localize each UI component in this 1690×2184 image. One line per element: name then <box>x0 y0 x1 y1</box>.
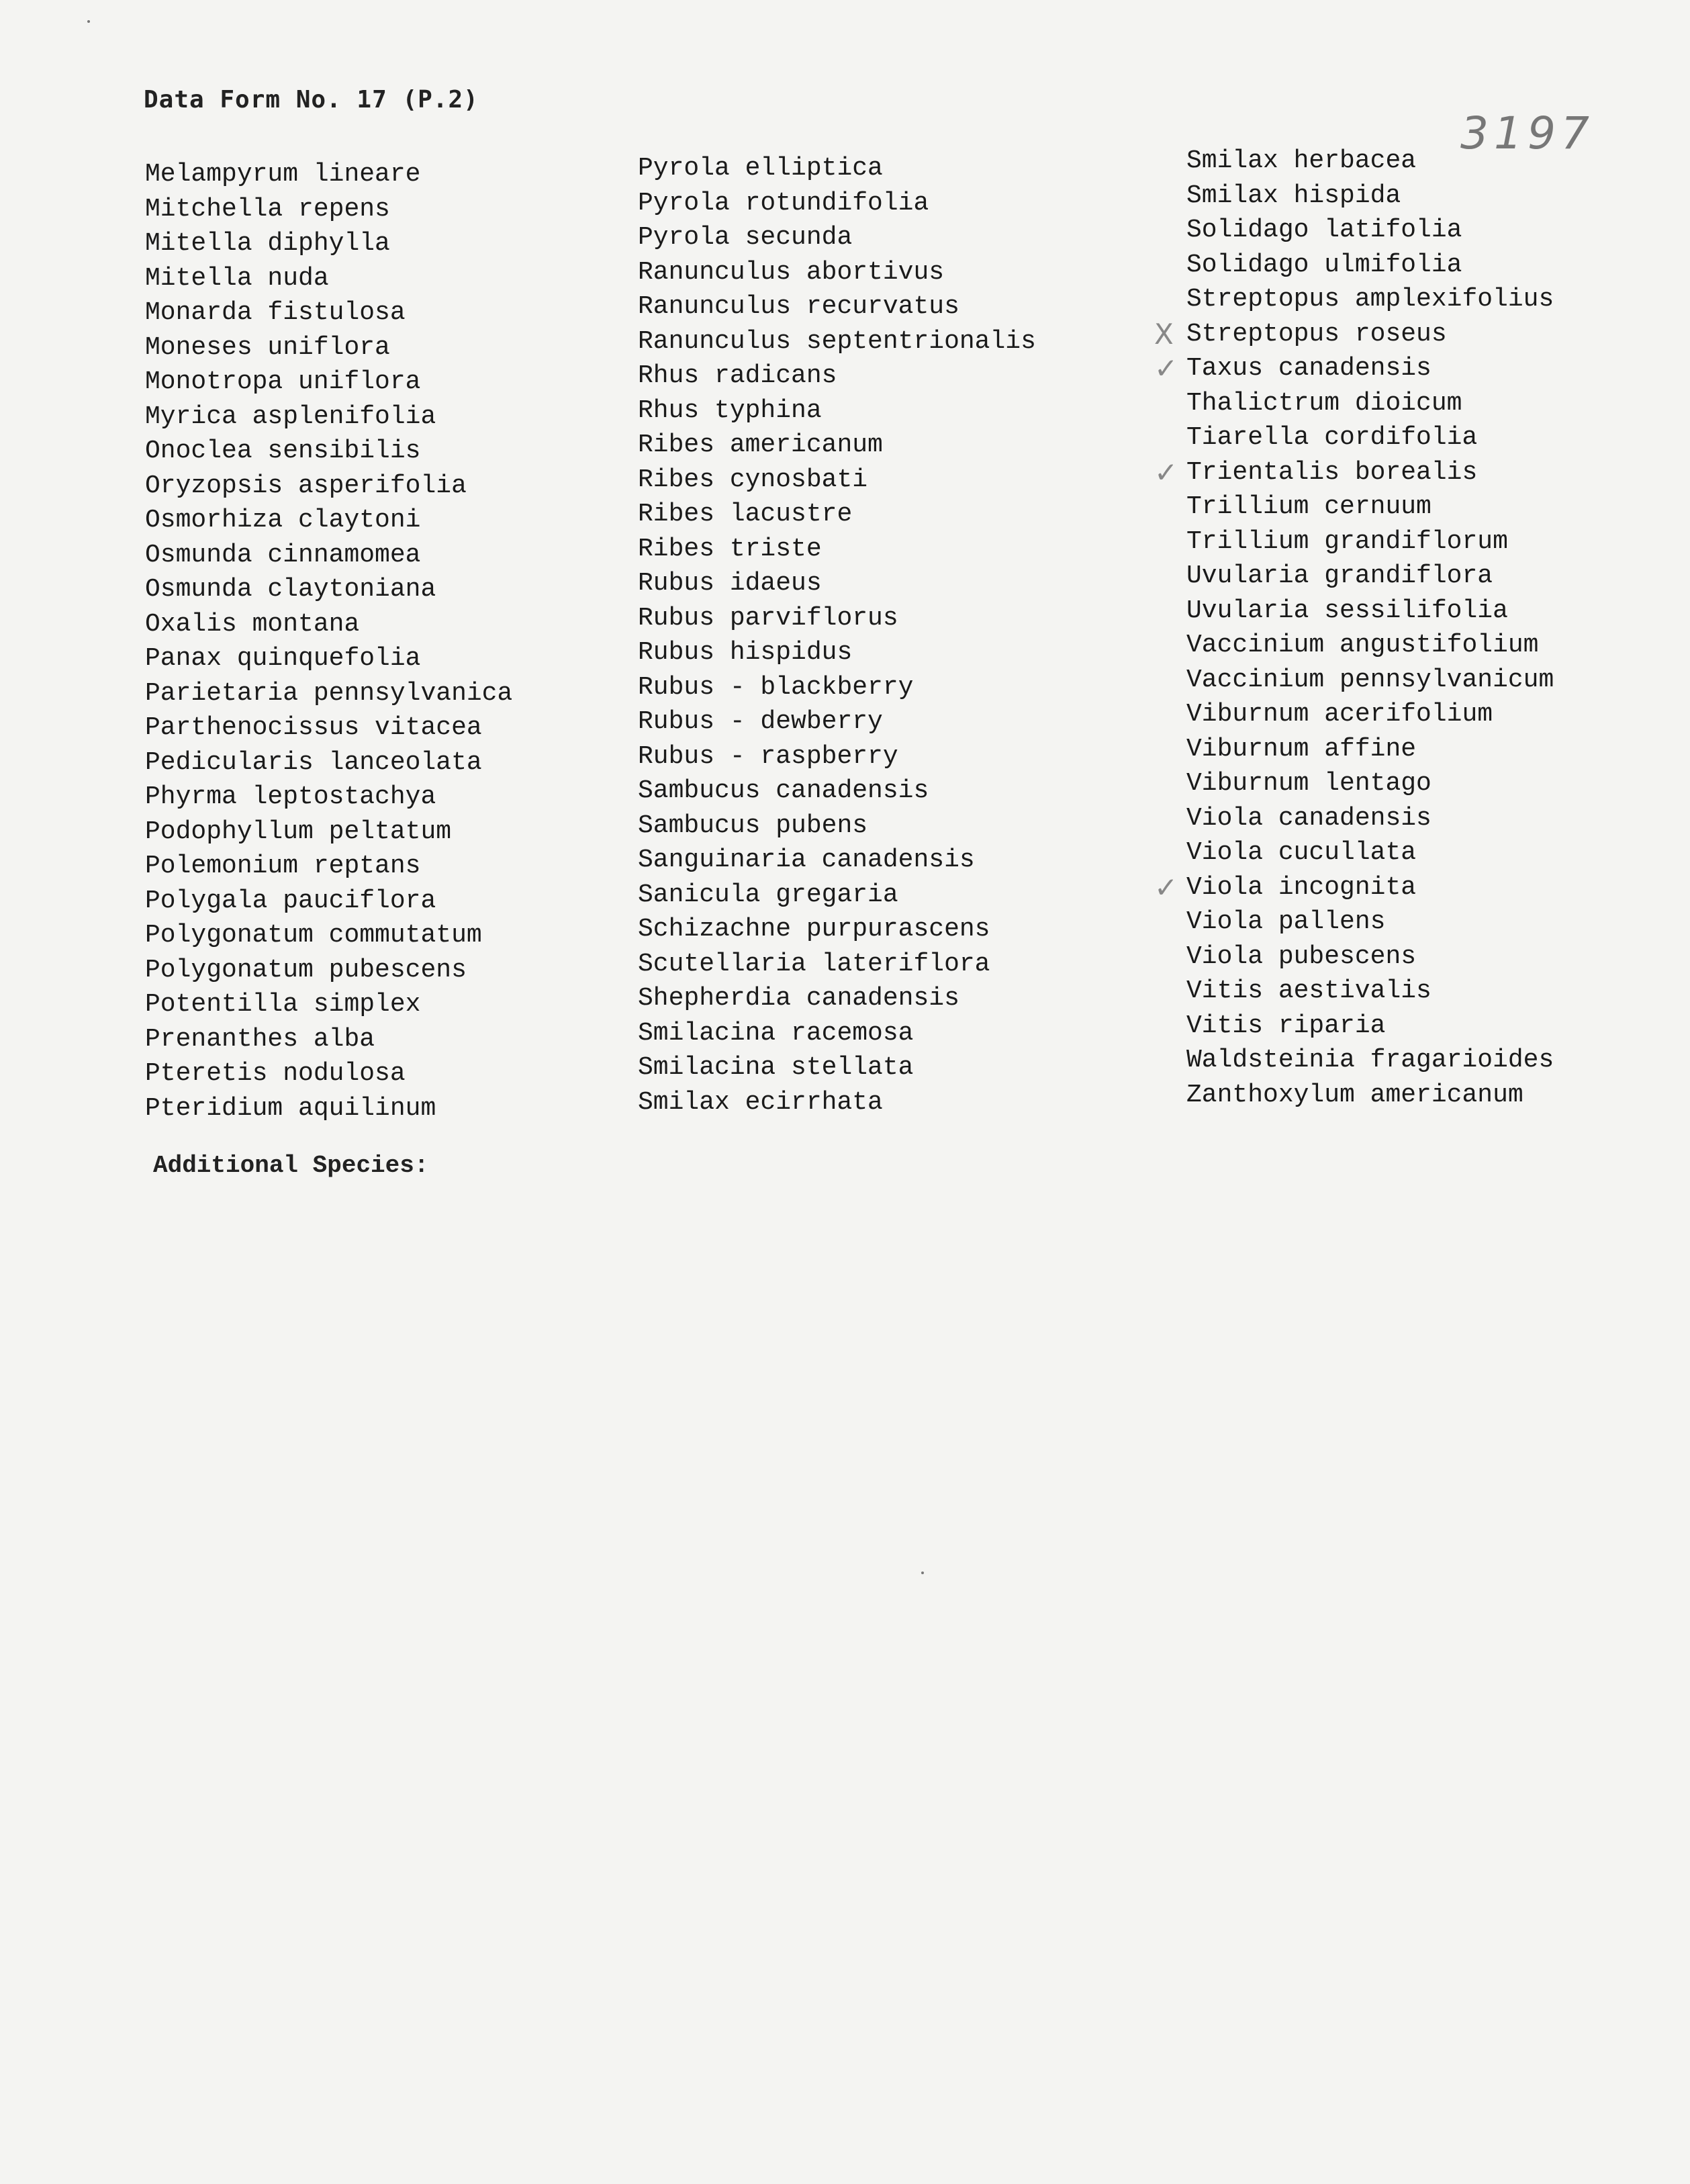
species-item <box>145 745 512 780</box>
species-item <box>145 192 512 227</box>
species-name: Pyrola elliptica <box>638 154 883 183</box>
species-item <box>638 981 1036 1016</box>
species-item <box>638 947 1036 982</box>
species-name: Osmorhiza claytoni <box>145 506 421 535</box>
species-name: Rubus idaeus <box>638 569 822 598</box>
species-item <box>638 289 1036 324</box>
species-item <box>145 1022 512 1057</box>
species-item <box>638 739 1036 774</box>
species-name: Smilax ecirrhata <box>638 1087 883 1117</box>
paper-speck <box>921 1572 924 1574</box>
species-name: Panax quinquefolia <box>145 644 421 673</box>
form-title: Data Form No. 17 (P.2) <box>144 86 479 113</box>
handwritten-check-mark-icon: ✓ <box>1154 455 1178 489</box>
species-name: Smilax hispida <box>1186 181 1401 210</box>
species-name: Viola pubescens <box>1186 942 1417 971</box>
species-item <box>638 394 1036 428</box>
species-item <box>638 670 1036 705</box>
additional-species-label: Additional Species: <box>153 1152 429 1179</box>
species-name: Smilax herbacea <box>1186 146 1417 175</box>
species-item <box>1186 213 1554 248</box>
species-item <box>638 843 1036 878</box>
species-name: Zanthoxylum americanum <box>1186 1080 1523 1109</box>
species-item <box>1186 835 1554 870</box>
species-name: Melampyrum lineare <box>145 160 421 189</box>
species-item <box>145 641 512 676</box>
species-column-1 <box>145 157 512 1126</box>
species-name: Rubus - raspberry <box>638 741 898 771</box>
species-name: Pedicularis lanceolata <box>145 747 482 777</box>
species-item <box>638 255 1036 290</box>
species-item <box>1186 386 1554 421</box>
species-item <box>1186 420 1554 455</box>
species-name: Sambucus canadensis <box>638 776 929 805</box>
species-item <box>1186 594 1554 629</box>
species-item <box>638 774 1036 809</box>
species-name: Taxus canadensis <box>1186 354 1431 383</box>
species-item <box>145 261 512 296</box>
species-name: Ribes lacustre <box>638 500 853 529</box>
species-name: Rubus - dewberry <box>638 707 883 736</box>
paper-speck <box>87 20 90 23</box>
species-item <box>145 711 512 745</box>
species-item <box>145 607 512 642</box>
species-item <box>1186 663 1554 698</box>
species-item <box>1154 455 1554 490</box>
species-name: Parietaria pennsylvanica <box>145 678 513 708</box>
species-name: Ranunculus abortivus <box>638 257 945 287</box>
species-name: Osmunda cinnamomea <box>145 540 421 570</box>
species-item <box>638 878 1036 913</box>
species-item <box>145 780 512 815</box>
species-name: Rubus parviflorus <box>638 603 898 633</box>
species-name: Rubus hispidus <box>638 638 853 667</box>
species-item <box>1186 940 1554 974</box>
species-item <box>145 330 512 365</box>
species-item <box>638 428 1036 463</box>
species-item <box>638 220 1036 255</box>
species-name: Mitella diphylla <box>145 229 390 258</box>
species-name: Moneses uniflora <box>145 332 390 362</box>
species-item <box>638 359 1036 394</box>
species-item <box>1154 870 1554 905</box>
species-item <box>638 1016 1036 1051</box>
species-name: Schizachne purpurascens <box>638 915 990 944</box>
species-item <box>145 849 512 884</box>
species-name: Oryzopsis asperifolia <box>145 471 467 500</box>
species-item <box>1186 628 1554 663</box>
species-name: Ribes americanum <box>638 430 883 459</box>
species-name: Monarda fistulosa <box>145 298 406 327</box>
species-name: Uvularia sessilifolia <box>1186 596 1508 625</box>
species-item <box>638 635 1036 670</box>
species-name: Streptopus amplexifolius <box>1186 285 1554 314</box>
handwritten-check-mark-icon: ✓ <box>1154 352 1178 385</box>
species-item <box>638 532 1036 567</box>
species-item <box>145 953 512 988</box>
species-name: Onoclea sensibilis <box>145 437 421 465</box>
species-name: Rhus typhina <box>638 396 822 425</box>
species-item <box>1186 282 1554 317</box>
species-item <box>145 503 512 538</box>
species-name: Polygala pauciflora <box>145 886 436 915</box>
species-name: Viburnum affine <box>1186 734 1417 764</box>
species-name: Waldsteinia fragarioides <box>1186 1046 1554 1075</box>
species-item <box>145 572 512 607</box>
species-item <box>145 400 512 435</box>
species-name: Viburnum acerifolium <box>1186 700 1493 729</box>
species-column-3 <box>1154 144 1554 1112</box>
species-item <box>1186 974 1554 1009</box>
species-item <box>145 676 512 711</box>
species-name: Ribes triste <box>638 534 822 563</box>
species-item <box>1186 801 1554 836</box>
species-item <box>638 497 1036 532</box>
species-item <box>145 469 512 504</box>
species-name: Mitchella repens <box>145 194 390 224</box>
species-item <box>638 186 1036 221</box>
species-name: Trillium grandiflorum <box>1186 527 1508 556</box>
species-name: Solidago ulmifolia <box>1186 250 1462 279</box>
species-item <box>145 987 512 1022</box>
species-name: Trientalis borealis <box>1186 457 1478 487</box>
species-item <box>638 809 1036 844</box>
species-name: Shepherdia canadensis <box>638 984 959 1013</box>
species-name: Viburnum lentago <box>1186 769 1431 798</box>
species-name: Sanguinaria canadensis <box>638 846 975 874</box>
species-name: Uvularia grandiflora <box>1186 561 1493 590</box>
species-name: Pyrola rotundifolia <box>638 188 929 218</box>
species-column-2 <box>638 151 1036 1120</box>
species-item <box>1186 525 1554 559</box>
species-item <box>1186 248 1554 283</box>
species-item <box>1186 1043 1554 1078</box>
species-name: Osmunda claytoniana <box>145 575 436 604</box>
species-item <box>145 1056 512 1091</box>
species-name: Viola pallens <box>1186 907 1386 936</box>
species-name: Pteretis nodulosa <box>145 1059 406 1088</box>
species-item <box>145 434 512 469</box>
species-name: Vitis aestivalis <box>1186 976 1431 1005</box>
handwritten-check-mark-icon: X <box>1154 317 1174 351</box>
species-item <box>145 815 512 850</box>
species-item <box>638 151 1036 186</box>
species-name: Rubus - blackberry <box>638 672 914 702</box>
species-item <box>638 324 1036 359</box>
species-item <box>1186 144 1554 179</box>
species-name: Polygonatum pubescens <box>145 955 467 985</box>
species-name: Ribes cynosbati <box>638 465 868 494</box>
species-name: Pteridium aquilinum <box>145 1093 436 1123</box>
species-item <box>145 918 512 953</box>
species-item <box>1154 351 1554 386</box>
species-name: Sambucus pubens <box>638 811 868 840</box>
species-name: Thalictrum dioicum <box>1186 388 1462 418</box>
species-item <box>1154 317 1554 352</box>
species-name: Polemonium reptans <box>145 852 421 880</box>
species-item <box>145 295 512 330</box>
species-item <box>1186 1009 1554 1044</box>
species-item <box>1186 766 1554 801</box>
species-item <box>1186 732 1554 767</box>
handwritten-annotation: 3197 <box>1460 107 1595 159</box>
species-item <box>145 1091 512 1126</box>
species-name: Ranunculus recurvatus <box>638 292 959 321</box>
species-name: Trillium cernuum <box>1186 492 1431 521</box>
species-name: Viola incognita <box>1186 872 1417 902</box>
species-item <box>1186 179 1554 214</box>
species-item <box>1186 490 1554 525</box>
species-name: Rhus radicans <box>638 361 837 390</box>
species-name: Monotropa uniflora <box>145 367 421 396</box>
species-item <box>145 157 512 192</box>
species-item <box>638 601 1036 636</box>
species-name: Scutellaria lateriflora <box>638 949 990 979</box>
handwritten-check-mark-icon: ✓ <box>1154 870 1178 904</box>
species-name: Phyrma leptostachya <box>145 782 436 811</box>
species-item <box>638 912 1036 947</box>
species-item <box>638 463 1036 498</box>
species-name: Viola cucullata <box>1186 838 1417 867</box>
species-item <box>145 226 512 261</box>
species-item <box>1186 1078 1554 1113</box>
species-name: Vaccinium pennsylvanicum <box>1186 665 1554 694</box>
species-name: Solidago latifolia <box>1186 216 1462 244</box>
species-name: Smilacina stellata <box>638 1053 914 1082</box>
species-name: Prenanthes alba <box>145 1024 375 1054</box>
species-name: Pyrola secunda <box>638 223 853 252</box>
species-item <box>638 1050 1036 1085</box>
species-item <box>1186 905 1554 940</box>
species-name: Mitella nuda <box>145 263 329 293</box>
species-name: Parthenocissus vitacea <box>145 713 482 742</box>
species-name: Podophyllum peltatum <box>145 817 452 846</box>
species-item <box>1186 559 1554 594</box>
species-item <box>145 884 512 919</box>
species-name: Myrica asplenifolia <box>145 402 436 431</box>
species-name: Potentilla simplex <box>145 990 421 1019</box>
species-name: Vitis riparia <box>1186 1011 1386 1040</box>
species-name: Tiarella cordifolia <box>1186 423 1478 452</box>
species-name: Polygonatum commutatum <box>145 921 482 950</box>
species-item <box>1186 697 1554 732</box>
species-name: Oxalis montana <box>145 609 360 639</box>
species-item <box>145 365 512 400</box>
species-name: Smilacina racemosa <box>638 1018 914 1048</box>
species-name: Ranunculus septentrionalis <box>638 326 1036 356</box>
species-name: Vaccinium angustifolium <box>1186 631 1539 659</box>
species-name: Streptopus roseus <box>1186 319 1447 349</box>
species-name: Sanicula gregaria <box>638 880 898 909</box>
species-item <box>145 538 512 573</box>
species-item <box>638 1085 1036 1120</box>
species-name: Viola canadensis <box>1186 803 1431 833</box>
species-item <box>638 704 1036 739</box>
species-item <box>638 566 1036 601</box>
